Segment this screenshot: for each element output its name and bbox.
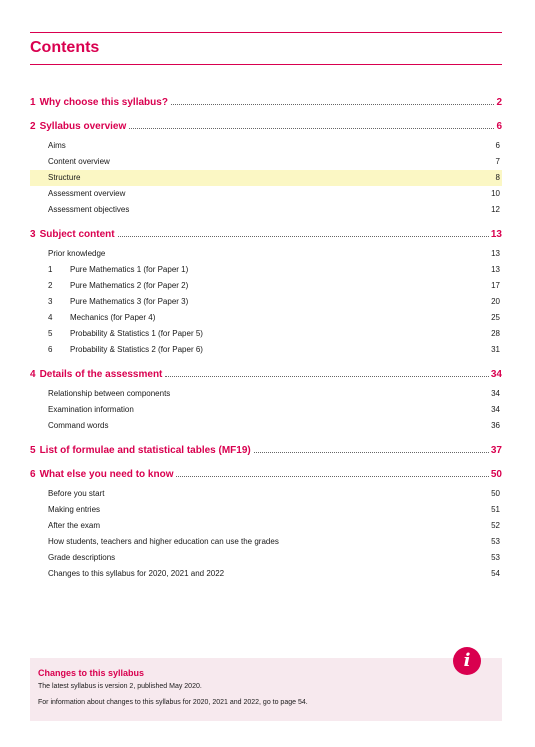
toc-entry-label: Assessment overview	[48, 189, 126, 198]
section-gap	[30, 434, 502, 444]
dot-leader	[129, 128, 494, 129]
toc-section-number: 2	[30, 121, 36, 132]
toc-section-page: 50	[490, 469, 502, 480]
toc-entry-label: Before you start	[48, 489, 105, 498]
toc-entry[interactable]	[30, 138, 502, 154]
toc-entry-page: 34	[491, 405, 500, 414]
toc-entry-page: 7	[495, 157, 500, 166]
toc-entry[interactable]	[30, 502, 502, 518]
toc-entry-label: Mechanics (for Paper 4)	[70, 313, 156, 322]
toc-section-title: Why choose this syllabus?	[39, 97, 168, 108]
callout-line-2: For information about changes to this syllabus for 2020, 2021 and 2022, go to page 54.	[38, 699, 308, 706]
table-of-contents	[30, 96, 502, 582]
toc-entry-label: Making entries	[48, 505, 101, 514]
toc-section-number: 1	[30, 97, 36, 108]
toc-entry-page: 13	[491, 265, 500, 274]
top-rule	[30, 32, 502, 33]
toc-entry-page: 12	[491, 205, 500, 214]
dot-leader	[118, 236, 489, 237]
callout-line-1: The latest syllabus is version 2, published May 2020.	[38, 683, 202, 690]
toc-entry[interactable]	[30, 154, 502, 170]
toc-entry-number: 4	[48, 313, 53, 322]
toc-entry-page: 25	[491, 313, 500, 322]
toc-entry-number: 5	[48, 329, 53, 338]
toc-entry-page: 50	[491, 489, 500, 498]
toc-entry-label: Grade descriptions	[48, 553, 116, 562]
section-gap	[30, 218, 502, 228]
toc-entry-label: Content overview	[48, 157, 110, 166]
toc-section-page: 13	[490, 229, 502, 240]
dot-leader	[171, 104, 495, 105]
toc-entry[interactable]	[30, 518, 502, 534]
toc-entry-number: 2	[48, 281, 53, 290]
toc-entry-label: Structure	[48, 173, 81, 182]
dot-leader	[176, 476, 488, 477]
toc-entry-label: Assessment objectives	[48, 205, 130, 214]
toc-entry-label: Prior knowledge	[48, 249, 106, 258]
toc-section-number: 6	[30, 469, 36, 480]
toc-entry-page: 36	[491, 421, 500, 430]
dot-leader	[254, 452, 489, 453]
toc-entry-label: Pure Mathematics 1 (for Paper 1)	[70, 265, 189, 274]
toc-entry-page: 28	[491, 329, 500, 338]
toc-section-number: 5	[30, 445, 36, 456]
toc-entry-label: Examination information	[48, 405, 134, 414]
toc-entry[interactable]	[30, 342, 502, 358]
toc-section-5[interactable]	[30, 444, 502, 458]
toc-section-4[interactable]	[30, 368, 502, 382]
toc-entry-page: 17	[491, 281, 500, 290]
toc-entry-page: 52	[491, 521, 500, 530]
toc-entry-label: Probability & Statistics 2 (for Paper 6)	[70, 345, 203, 354]
toc-entry-label: Changes to this syllabus for 2020, 2021 and 2022	[48, 569, 225, 578]
toc-entry-label: Aims	[48, 141, 66, 150]
callout-title: Changes to this syllabus	[38, 668, 145, 678]
toc-section-title: List of formulae and statistical tables (MF19)	[39, 445, 251, 456]
toc-entry-page: 34	[491, 389, 500, 398]
toc-entry-page: 10	[491, 189, 500, 198]
toc-entry-page: 6	[495, 141, 500, 150]
toc-section-title: Details of the assessment	[39, 369, 163, 380]
toc-entry-label: Relationship between components	[48, 389, 171, 398]
toc-entry[interactable]	[30, 170, 502, 186]
toc-section-number: 4	[30, 369, 36, 380]
section-gap	[30, 358, 502, 368]
toc-entry[interactable]	[30, 486, 502, 502]
info-icon: i	[453, 647, 481, 675]
toc-section-3[interactable]	[30, 228, 502, 242]
toc-entry-page: 8	[495, 173, 500, 182]
dot-leader	[165, 376, 488, 377]
toc-section-page: 2	[496, 97, 502, 108]
toc-entry[interactable]	[30, 294, 502, 310]
toc-entry[interactable]	[30, 186, 502, 202]
page-title: Contents	[30, 39, 100, 56]
toc-section-page: 37	[490, 445, 502, 456]
toc-section-title: Subject content	[39, 229, 115, 240]
toc-entry[interactable]	[30, 262, 502, 278]
toc-entry-label: Command words	[48, 421, 109, 430]
toc-entry[interactable]	[30, 418, 502, 434]
toc-entry[interactable]	[30, 550, 502, 566]
toc-entry-page: 31	[491, 345, 500, 354]
title-underline	[30, 64, 502, 65]
toc-entry[interactable]	[30, 402, 502, 418]
changes-callout	[30, 658, 502, 721]
toc-entry-page: 13	[491, 249, 500, 258]
toc-entry[interactable]	[30, 534, 502, 550]
toc-entry-label: Pure Mathematics 3 (for Paper 3)	[70, 297, 189, 306]
toc-entry-page: 53	[491, 537, 500, 546]
toc-entry-page: 20	[491, 297, 500, 306]
toc-entry-number: 3	[48, 297, 53, 306]
toc-section-title: Syllabus overview	[39, 121, 127, 132]
toc-entry-label: After the exam	[48, 521, 101, 530]
section-gap	[30, 110, 502, 120]
toc-entry[interactable]	[30, 566, 502, 582]
toc-section-page: 6	[496, 121, 502, 132]
section-gap	[30, 458, 502, 468]
toc-entry[interactable]	[30, 326, 502, 342]
toc-entry[interactable]	[30, 246, 502, 262]
toc-entry-label: Probability & Statistics 1 (for Paper 5)	[70, 329, 203, 338]
toc-entry-page: 51	[491, 505, 500, 514]
toc-section-1[interactable]	[30, 96, 502, 110]
toc-entry[interactable]	[30, 202, 502, 218]
toc-entry[interactable]	[30, 310, 502, 326]
toc-entry-page: 54	[491, 569, 500, 578]
toc-entry-number: 6	[48, 345, 53, 354]
toc-entry-number: 1	[48, 265, 53, 274]
toc-section-number: 3	[30, 229, 36, 240]
toc-section-title: What else you need to know	[39, 469, 174, 480]
toc-entry[interactable]	[30, 278, 502, 294]
toc-entry[interactable]	[30, 386, 502, 402]
toc-section-2[interactable]	[30, 120, 502, 134]
toc-entry-page: 53	[491, 553, 500, 562]
toc-section-6[interactable]	[30, 468, 502, 482]
toc-entry-label: Pure Mathematics 2 (for Paper 2)	[70, 281, 189, 290]
toc-entry-label: How students, teachers and higher education can use the grades	[48, 537, 279, 546]
toc-section-page: 34	[490, 369, 502, 380]
